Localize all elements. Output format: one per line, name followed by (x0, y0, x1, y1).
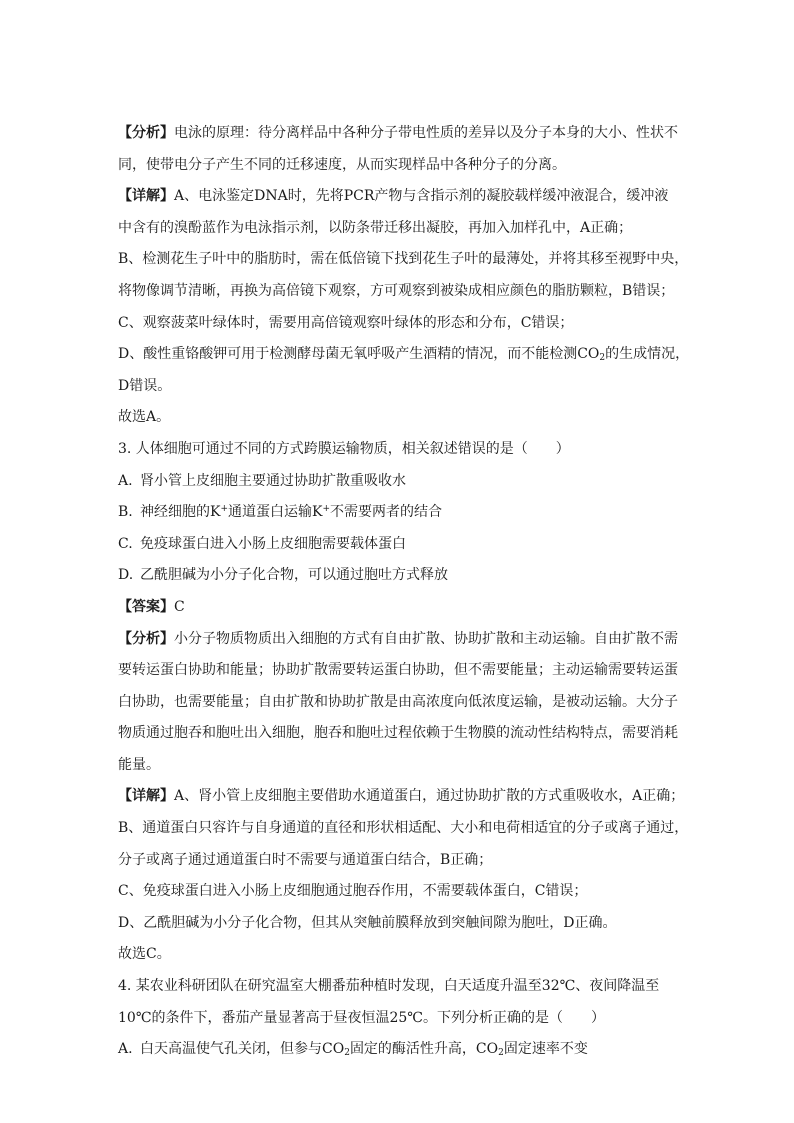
question-4-stem-line-2: 10℃的条件下，番茄产量显著高于昼夜恒温25℃。下列分析正确的是（ ） (118, 1009, 605, 1026)
detail-tag: 【详解】 (118, 788, 174, 805)
detail-b-line-2: 将物像调节清晰，再换为高倍镜下观察，方可观察到被染成相应颜色的脂肪颗粒，B错误； (118, 282, 675, 299)
q3-detail-c-line: C、免疫球蛋白进入小肠上皮细胞通过胞吞作用，不需要载体蛋白，C错误； (118, 883, 588, 900)
detail-a-line-2: 中含有的溴酚蓝作为电泳指示剂，以防条带迁移出凝胶，再加入加样孔中，A正确； (118, 219, 633, 236)
detail-d-line-1: D、酸性重铬酸钾可用于检测酵母菌无氧呼吸产生酒精的情况，而不能检测$CO_2$的生成情况， (118, 346, 690, 364)
analysis-line-1: 【分析】电泳的原理：待分离样品中各种分子带电性质的差异以及分子本身的大小、性状不 (118, 125, 678, 141)
question-3-option-a: A. 肾小管上皮细胞主要通过协助扩散重吸收水 (118, 472, 406, 489)
question-3-option-c: C. 免疫球蛋白进入小肠上皮细胞需要载体蛋白 (118, 535, 406, 552)
question-4-stem-line-1: 4. 某农业科研团队在研究温室大棚番茄种植时发现，白天适度升温至32℃、夜间降温至 (118, 978, 660, 995)
document-page (118, 118, 690, 1066)
q3-analysis-line-2: 要转运蛋白协助和能量；协助扩散需要转运蛋白协助，但不需要能量；主动运输需要转运蛋 (118, 662, 678, 679)
detail-d-line-2: D错误。 (118, 377, 172, 394)
q3-conclusion-line: 故选C。 (118, 946, 171, 963)
answer-tag: 【答案】 (118, 598, 174, 615)
q3-detail-b-line-2: 分子或离子通过通道蛋白时不需要与通道蛋白结合，B正确； (118, 851, 493, 868)
detail-c-line: C、观察菠菜叶绿体时，需要用高倍镜观察叶绿体的形态和分布，C错误； (118, 314, 574, 331)
question-4-option-a: A. 白天高温使气孔关闭，但参与$CO_2$固定的酶活性升高，$CO_2$固定速率不变 (118, 1041, 588, 1059)
analysis-tag: 【分析】 (118, 125, 174, 141)
q3-analysis-line-3: 白协助，也需要能量；自由扩散和协助扩散是由高浓度向低浓度运输，是被动运输。大分子 (118, 693, 678, 710)
conclusion-line: 故选A。 (118, 409, 171, 426)
q3-detail-b-line-1: B、通道蛋白只容许与自身通道的直径和形状相适配、大小和电荷相适宜的分子或离子通过， (118, 820, 689, 837)
analysis-tag: 【分析】 (118, 630, 174, 647)
analysis-line-2: 同，使带电分子产生不同的迁移速度，从而实现样品中各种分子的分离。 (118, 156, 566, 173)
question-3-option-b: B. 神经细胞的K+通道蛋白运输K+不需要两者的结合 (118, 504, 443, 521)
question-3-stem: 3. 人体细胞可通过不同的方式跨膜运输物质，相关叙述错误的是（ ） (118, 440, 570, 457)
question-3-answer: 【答案】C (118, 598, 185, 615)
q3-detail-a-line: 【详解】A、肾小管上皮细胞主要借助水通道蛋白，通过协助扩散的方式重吸收水，A正确； (118, 788, 685, 805)
q3-analysis-line-5: 能量。 (118, 756, 160, 773)
q3-analysis-line-1: 【分析】小分子物质物质出入细胞的方式有自由扩散、协助扩散和主动运输。自由扩散不需 (118, 630, 678, 647)
detail-a-line-1: 【详解】A、电泳鉴定DNA时，先将PCR产物与含指示剂的凝胶载样缓冲液混合，缓冲液 (118, 188, 669, 205)
question-3-option-d: D. 乙酰胆碱为小分子化合物，可以通过胞吐方式释放 (118, 567, 448, 584)
q3-detail-d-line: D、乙酰胆碱为小分子化合物，但其从突触前膜释放到突触间隙为胞吐，D正确。 (118, 914, 617, 931)
detail-tag: 【详解】 (118, 188, 174, 205)
q3-analysis-line-4: 物质通过胞吞和胞吐出入细胞，胞吞和胞吐过程依赖于生物膜的流动性结构特点，需要消耗 (118, 725, 678, 742)
detail-b-line-1: B、检测花生子叶中的脂肪时，需在低倍镜下找到花生子叶的最薄处，并将其移至视野中央， (118, 251, 689, 268)
